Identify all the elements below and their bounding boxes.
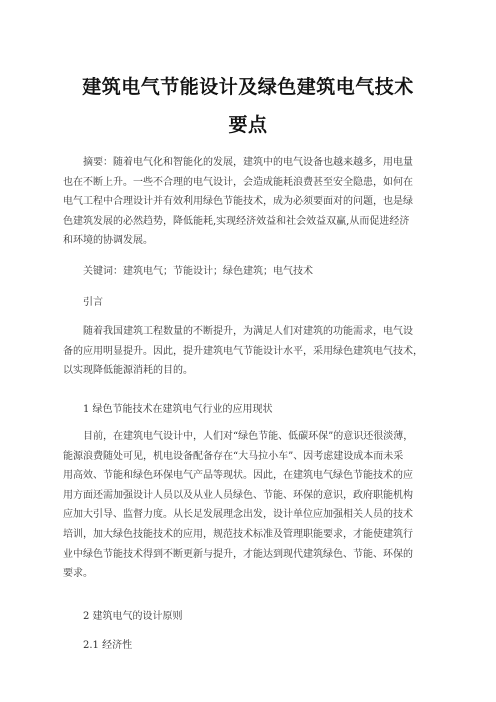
abstract-line: 也在不断上升。一些不合理的电气设计，会造成能耗浪费甚至安全隐患，如何在 bbox=[63, 176, 413, 188]
intro-line: 以实现降低能源消耗的目的。 bbox=[63, 365, 193, 377]
section1-line: 用高效、节能和绿色环保电气产品等现状。因此，在建筑电气绿色节能技术的应 bbox=[63, 470, 413, 482]
section1-line: 应加大引导、监督力度。从长足发展理念出发，设计单位应加强相关人员的技术 bbox=[63, 509, 413, 521]
intro-line: 备的应用明显提升。因此，提升建筑电气节能设计水平，采用绿色建筑电气技术， bbox=[63, 345, 423, 357]
abstract-line: 色建筑发展的必然趋势，降低能耗,实现经济效益和社会效益双赢,从而促进经济 bbox=[63, 215, 410, 227]
abstract-line: 和环境的协调发展。 bbox=[63, 235, 153, 247]
section2-1-heading: 2.1 经济性 bbox=[83, 640, 133, 651]
section1-line: 目前，在建筑电气设计中，人们对“绿色节能、低碳环保”的意识还很淡薄， bbox=[83, 431, 414, 442]
section1-heading: 1 绿色节能技术在建筑电气行业的应用现状 bbox=[83, 404, 273, 415]
intro-line: 随着我国建筑工程数量的不断提升，为满足人们对建筑的功能需求，电气设 bbox=[83, 326, 413, 337]
section1-paragraph bbox=[63, 427, 443, 584]
intro-paragraph bbox=[63, 322, 443, 381]
abstract-paragraph bbox=[63, 153, 443, 251]
abstract-line: 摘要：随着电气化和智能化的发展，建筑中的电气设备也越来越多，用电量 bbox=[83, 157, 413, 168]
section1-line: 用方面还需加强设计人员以及从业人员绿色、节能、环保的意识，政府职能机构 bbox=[63, 489, 413, 501]
abstract-line: 电气工程中合理设计并有效利用绿色节能技术，成为必须要面对的问题，也是绿 bbox=[63, 196, 413, 208]
section1-line: 培训，加大绿色技能技术的应用，规范技术标准及管理职能要求，才能使建筑行 bbox=[63, 528, 413, 540]
document-title-line1: 建筑电气节能设计及绿色建筑电气技术 bbox=[82, 76, 414, 98]
section1-line: 要求。 bbox=[63, 568, 93, 580]
section2-heading: 2 建筑电气的设计原则 bbox=[83, 611, 183, 622]
document-title-line2: 要点 bbox=[228, 114, 268, 136]
keywords: 关键词：建筑电气；节能设计；绿色建筑；电气技术 bbox=[83, 266, 313, 277]
section1-line: 能源浪费随处可见，机电设备配备存在“大马拉小车”、因考虑建设成本而未采 bbox=[63, 450, 404, 462]
section1-line: 业中绿色节能技术得到不断更新与提升，才能达到现代建筑绿色、节能、环保的 bbox=[63, 548, 413, 560]
intro-heading: 引言 bbox=[83, 297, 103, 308]
